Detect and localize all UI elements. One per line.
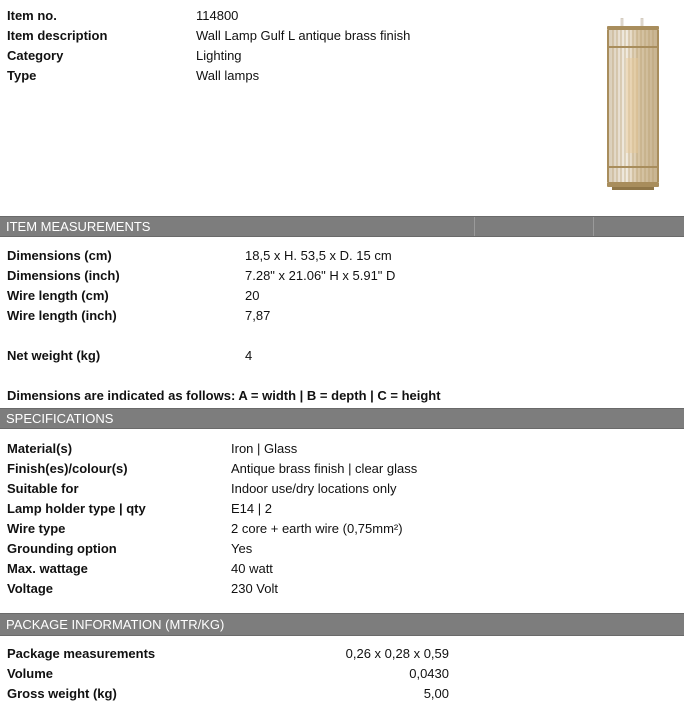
category-label: Category xyxy=(7,48,64,63)
voltage-label: Voltage xyxy=(7,581,53,596)
wire-length-inch-value: 7,87 xyxy=(245,308,271,323)
package-information-header xyxy=(0,613,684,636)
package-measurements-value: 0,26 x 0,28 x 0,59 xyxy=(345,646,449,661)
volume-label: Volume xyxy=(7,666,53,681)
category-value: Lighting xyxy=(196,48,242,63)
wall-lamp-image xyxy=(604,18,662,194)
wire-length-cm-label: Wire length (cm) xyxy=(7,288,109,303)
grounding-option-value: Yes xyxy=(231,541,253,556)
net-weight-label: Net weight (kg) xyxy=(7,348,101,363)
specifications-header xyxy=(0,408,684,429)
wire-length-inch-label: Wire length (inch) xyxy=(7,308,117,323)
suitable-for-label: Suitable for xyxy=(7,481,79,496)
item-measurements-title: ITEM MEASUREMENTS xyxy=(6,219,151,234)
grounding-option-label: Grounding option xyxy=(7,541,117,556)
gross-weight-label: Gross weight (kg) xyxy=(7,686,117,701)
suitable-for-value: Indoor use/dry locations only xyxy=(231,481,397,496)
item-no-label: Item no. xyxy=(7,8,57,23)
dimensions-cm-value: 18,5 x H. 53,5 x D. 15 cm xyxy=(245,248,392,263)
package-information-title: PACKAGE INFORMATION (MTR/KG) xyxy=(6,617,225,632)
material-value: Iron | Glass xyxy=(231,441,298,456)
dimensions-inch-label: Dimensions (inch) xyxy=(7,268,120,283)
specifications-title: SPECIFICATIONS xyxy=(6,411,114,426)
wire-length-cm-value: 20 xyxy=(245,288,260,303)
item-description-label: Item description xyxy=(7,28,108,43)
volume-value: 0,0430 xyxy=(409,666,449,681)
max-wattage-label: Max. wattage xyxy=(7,561,88,576)
lamp-holder-label: Lamp holder type | qty xyxy=(7,501,146,516)
net-weight-value: 4 xyxy=(245,348,253,363)
dimensions-inch-value: 7.28" x 21.06" H x 5.91" D xyxy=(245,268,396,283)
type-value: Wall lamps xyxy=(196,68,260,83)
material-label: Material(s) xyxy=(7,441,73,456)
package-measurements-label: Package measurements xyxy=(7,646,156,661)
header-divider xyxy=(474,217,475,236)
dimensions-cm-label: Dimensions (cm) xyxy=(7,248,112,263)
item-measurements-header xyxy=(0,216,684,237)
wire-type-value: 2 core + earth wire (0,75mm²) xyxy=(231,521,403,536)
dimensions-note: Dimensions are indicated as follows: A = width | B = depth | C = height xyxy=(7,388,441,403)
item-no-value: 114800 xyxy=(196,8,239,23)
item-description-value: Wall Lamp Gulf L antique brass finish xyxy=(196,28,411,43)
wire-type-label: Wire type xyxy=(7,521,66,536)
type-label: Type xyxy=(7,68,37,83)
header-divider xyxy=(593,217,594,236)
gross-weight-value: 5,00 xyxy=(423,686,449,701)
lamp-holder-value: E14 | 2 xyxy=(231,501,272,516)
finish-label: Finish(es)/colour(s) xyxy=(7,461,128,476)
finish-value: Antique brass finish | clear glass xyxy=(231,461,418,476)
max-wattage-value: 40 watt xyxy=(231,561,273,576)
voltage-value: 230 Volt xyxy=(231,581,278,596)
